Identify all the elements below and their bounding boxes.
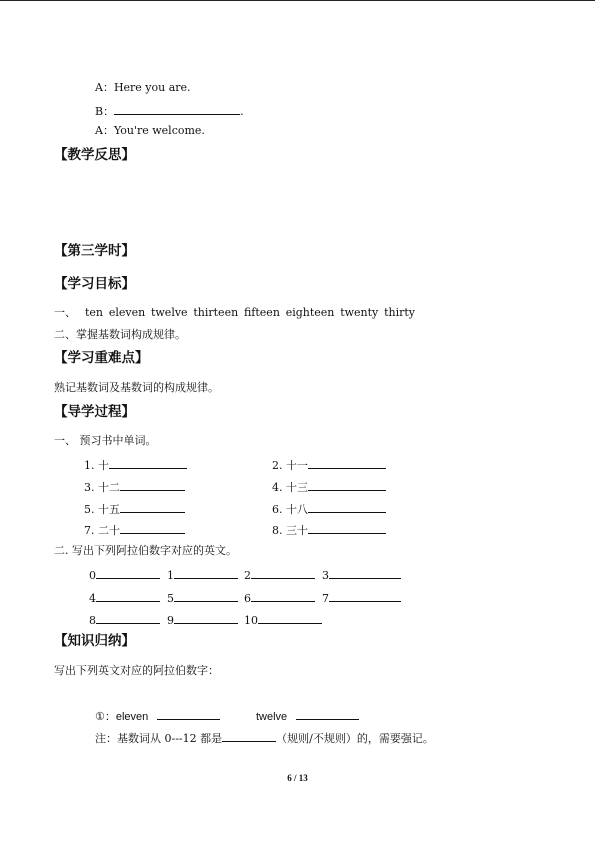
answer-blank[interactable] bbox=[96, 612, 160, 624]
goal-word: twenty bbox=[340, 306, 379, 319]
note-prefix: 注：基数词从 0---12 都是 bbox=[95, 732, 223, 745]
goals-word-list bbox=[85, 306, 415, 320]
digit-item: 0 bbox=[89, 567, 160, 583]
goal-word: thirteen bbox=[193, 306, 239, 319]
answer-blank[interactable] bbox=[258, 612, 322, 624]
heading-process: 【导学过程】 bbox=[54, 404, 135, 420]
answer-blank[interactable] bbox=[114, 103, 240, 115]
heading-third-lesson: 【第三学时】 bbox=[54, 243, 135, 259]
goal-word: eleven bbox=[108, 306, 146, 319]
answer-blank[interactable] bbox=[308, 501, 386, 513]
dialog-line-a1: A：Here you are. bbox=[95, 81, 191, 94]
answer-blank[interactable] bbox=[157, 708, 220, 720]
answer-blank[interactable] bbox=[222, 730, 276, 742]
answer-blank[interactable] bbox=[174, 567, 238, 579]
digit-item: 5 bbox=[167, 590, 238, 606]
heading-reflection: 【教学反思】 bbox=[54, 147, 135, 163]
circle-number: ①： bbox=[95, 711, 116, 723]
preview-item: 6. 十八 bbox=[272, 501, 386, 517]
summary-word-1: eleven bbox=[115, 711, 149, 723]
digit-item: 6 bbox=[244, 590, 315, 606]
summary-word-2: twelve bbox=[256, 711, 288, 723]
summary-instruction: 写出下列英文对应的阿拉伯数字： bbox=[54, 664, 219, 677]
digit-item: 9 bbox=[167, 612, 238, 628]
goal-word: twelve bbox=[150, 306, 188, 319]
goal-word: eighteen bbox=[285, 306, 335, 319]
dialog-b1-prefix: B： bbox=[95, 105, 115, 118]
process-task-2: 二. 写出下列阿拉伯数字对应的英文。 bbox=[54, 544, 237, 557]
goal-word: ten bbox=[85, 306, 104, 319]
preview-item: 7. 二十 bbox=[84, 522, 185, 538]
digit-item: 8 bbox=[89, 612, 160, 628]
digit-item: 3 bbox=[322, 567, 401, 583]
answer-blank[interactable] bbox=[120, 501, 185, 513]
answer-blank[interactable] bbox=[308, 457, 386, 469]
goals-line-2: 二、掌握基数词构成规律。 bbox=[54, 328, 186, 341]
dialog-b1-suffix: . bbox=[240, 105, 244, 118]
digit-item: 7 bbox=[322, 590, 401, 606]
answer-blank[interactable] bbox=[109, 457, 187, 469]
heading-summary: 【知识归纳】 bbox=[54, 633, 135, 649]
answer-blank[interactable] bbox=[174, 590, 238, 602]
digit-item: 2 bbox=[244, 567, 315, 583]
preview-item: 3. 十二 bbox=[84, 479, 185, 495]
digit-item: 1 bbox=[167, 567, 238, 583]
preview-item: 5. 十五 bbox=[84, 501, 185, 517]
goals-line-1 bbox=[54, 306, 76, 320]
header-rule bbox=[0, 0, 595, 1]
summary-note bbox=[95, 730, 434, 746]
preview-item: 1. 十 bbox=[84, 457, 187, 473]
answer-blank[interactable] bbox=[96, 590, 160, 602]
summary-item bbox=[256, 708, 359, 724]
answer-blank[interactable] bbox=[174, 612, 238, 624]
process-task-1: 一、 预习书中单词。 bbox=[54, 434, 157, 447]
heading-key-points: 【学习重难点】 bbox=[54, 350, 149, 366]
goal-word: thirty bbox=[384, 306, 415, 319]
summary-item bbox=[95, 708, 220, 724]
answer-blank[interactable] bbox=[251, 567, 315, 579]
answer-blank[interactable] bbox=[329, 590, 401, 602]
preview-item: 2. 十一 bbox=[272, 457, 386, 473]
page-number: 6 / 13 bbox=[287, 773, 308, 783]
digit-item: 10 bbox=[244, 612, 322, 628]
note-suffix: （规则/不规则）的，需要强记。 bbox=[276, 732, 434, 745]
preview-item: 4. 十三 bbox=[272, 479, 386, 495]
dialog-line-a2: A：You're welcome. bbox=[95, 124, 205, 137]
dialog-line-b1 bbox=[95, 103, 244, 119]
answer-blank[interactable] bbox=[308, 479, 386, 491]
answer-blank[interactable] bbox=[251, 590, 315, 602]
goals-line1-prefix: 一、 bbox=[54, 306, 76, 319]
preview-item: 8. 三十 bbox=[272, 522, 386, 538]
heading-goals: 【学习目标】 bbox=[54, 276, 135, 292]
digit-item: 4 bbox=[89, 590, 160, 606]
answer-blank[interactable] bbox=[329, 567, 401, 579]
answer-blank[interactable] bbox=[96, 567, 160, 579]
answer-blank[interactable] bbox=[296, 708, 359, 720]
answer-blank[interactable] bbox=[308, 522, 386, 534]
answer-blank[interactable] bbox=[120, 479, 185, 491]
key-points-text: 熟记基数词及基数词的构成规律。 bbox=[54, 381, 219, 394]
goal-word: fifteen bbox=[243, 306, 280, 319]
answer-blank[interactable] bbox=[120, 522, 185, 534]
